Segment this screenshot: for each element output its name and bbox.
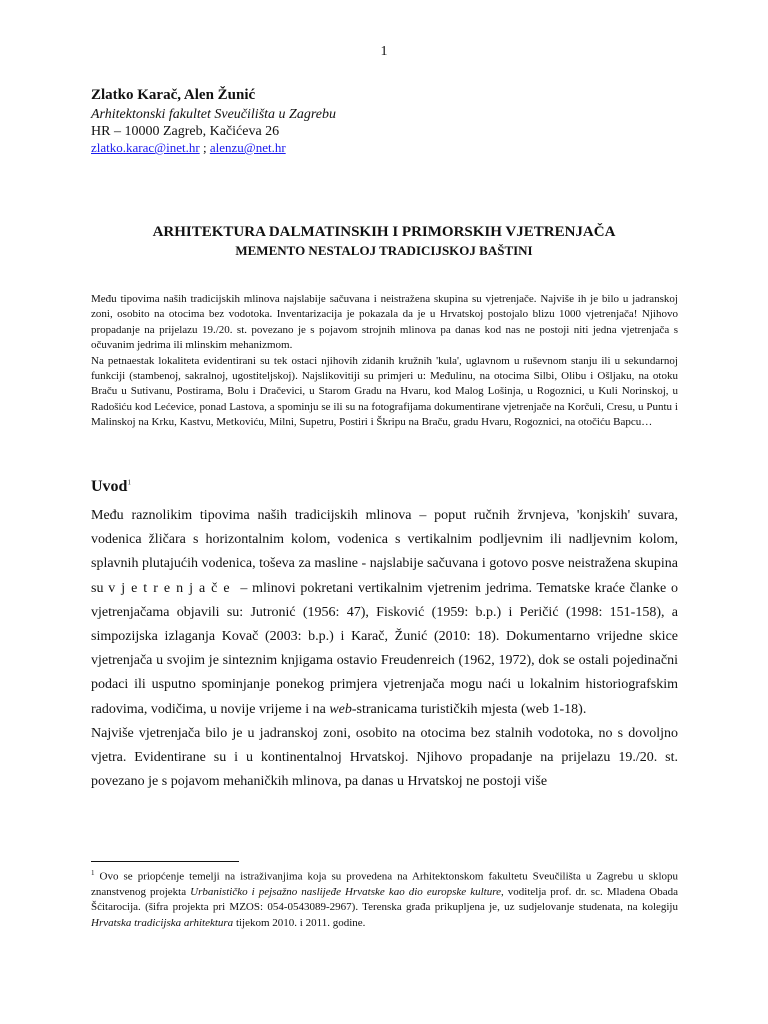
footnote-reference: 1 — [127, 478, 131, 487]
abstract-paragraph: Na petnaestak lokaliteta evidentirani su tek ostaci njihovih zidanih kružnih 'kula', uglavnom u ruševnom stanju ili u sekundarnoj funkciji (stambenoj, sakralnoj, ugostiteljskoj). Najslikovitiji su primjeri u: Međulinu, na otocima Silbi, Olibu i Ošljaku, na otoku Braču u Sutivanu, Postirama, Bolu i Dračevici, u Starom Gradu na Hvaru, kod Malog Lošinja, u Rogoznici, u Kuli Norinskoj, u Radošiću kod Lećevice, ponad Lastova, a spominju se ili su na fotografijama dokumentirane vjetrenjače na Korčuli, Cresu, u Puntu i Malinskoj na Krku, Kastvu, Metkoviću, Milni, Supetru, Postiri i Škripu na Braču, gradu Hvaru, Rogoznici, na otočiću Bapcu… — [91, 354, 678, 429]
footnote-separator — [91, 861, 239, 862]
address: HR – 10000 Zagreb, Kačićeva 26 — [91, 124, 280, 139]
abstract-paragraph: Među tipovima naših tradicijskih mlinova najslabije sačuvana i neistražena skupina su vjetrenjače. Najviše ih je bilo u jadranskoj zoni, osobito na otocima bez vodotoka. Inventarizacija je pokazala da je u Hrvatskoj postojalo blizu 1000 vjetrenjača! Njihovo propadanje na prijelazu 19./20. st. povezano je s pojavom strojnih mlinova pa danas kod nas ne postoji niti jedna vjetrenjača s očuvanim jedrima ili mlinskim mehanizmom. — [91, 293, 678, 352]
page-number: 1 — [380, 44, 388, 59]
footnote-text-run: , voditelja prof. dr. sc. Mladena Obada Šćitarocija. (šifra projekta pri MZOS: 054-0543089-2967). Terenska građa prikupljena je, uz sudjelovanje studenata, na kolegiju — [91, 886, 679, 914]
body-text-run: -stranicama turističkih mjesta (web 1-18). — [351, 701, 587, 717]
footnote — [91, 866, 678, 931]
email-link-zunic[interactable]: alenzu@net.hr — [209, 140, 286, 155]
section-heading — [91, 478, 131, 496]
paper-subtitle: MEMENTO NESTALOJ TRADICIJSKOJ BAŠTINI — [235, 243, 533, 258]
body-text-run: – mlinovi pokretani vertikalnim vjetrenim jedrima. Tematske kraće članke o vjetrenjačama objavili su: Jutronić (1956: 47), Fisković (1959: b.p.) i Peričić (1998: 151-158), a simpozijska izlaganja Kovač (2003: b.p.) i Karač, Žunić (2010: 18). Dokumentarno vrijedne skice vjetrenjača u svojim je sinteznim knjigama ostavio Freudenreich (1962, 1972), dok se ostali pojedinačni podaci ili usputno spominjanje ponekog primjera vjetrenjača mogu naći u lokalnim historiografskim radovima, vodičima, u novije vrijeme i na — [91, 580, 678, 717]
body-paragraph: Najviše vjetrenjača bilo je u jadranskoj zoni, osobito na otocima bez stalnih vodotoka, no s dovoljno vjetra. Evidentirane su i u kontinentalnoj Hrvatskoj. Njihovo propadanje na prijelazu 19./20. st. povezano je s pojavom mehaničkih mlinova, pa danas u Hrvatskoj ne postoji više — [91, 725, 678, 790]
body-text — [91, 504, 678, 794]
footnote-text-run: Ovo se priopćenje temelji na istraživanjima koja su provedena na Arhitektonskom fakultetu Sveučilišta u Zagrebu u sklopu znanstvenog projekta — [91, 870, 678, 899]
body-text-run: Među raznolikim tipovima naših tradicijskih mlinova – poput ručnih žrvnjeva, 'konjskih' suvara, vodenica žličara s horizontalnim kolom, vodenica s vertikalnim podljevnim ili nadljevnim kolom, splavnih plutajućih vodenica, toševa za masline - najslabije sačuvana i gotovo posve neistražena skupina su — [91, 508, 678, 596]
body-paragraph — [91, 504, 678, 722]
spaced-term: vjetrenjače — [108, 580, 236, 596]
paper-title: ARHITEKTURA DALMATINSKIH I PRIMORSKIH VJETRENJAČA — [152, 224, 616, 240]
email-line — [91, 140, 286, 156]
footnote-italic: Hrvatska tradicijska arhitektura — [91, 916, 234, 929]
italic-term: web — [329, 701, 352, 717]
footnote-text-run: tijekom 2010. i 2011. godine. — [233, 916, 366, 929]
affiliation: Arhitektonski fakultet Sveučilišta u Zagrebu — [91, 107, 336, 122]
email-separator: ; — [199, 140, 210, 155]
footnote-mark: 1 — [91, 869, 95, 877]
email-link-karac[interactable]: zlatko.karac@inet.hr — [91, 140, 200, 155]
authors: Zlatko Karač, Alen Žunić — [91, 87, 256, 103]
abstract — [91, 292, 678, 431]
footnote-italic: Urbanističko i pejsažno naslijeđe Hrvatske kao dio europske kulture — [190, 886, 501, 899]
section-heading-text: Uvod — [91, 478, 128, 495]
